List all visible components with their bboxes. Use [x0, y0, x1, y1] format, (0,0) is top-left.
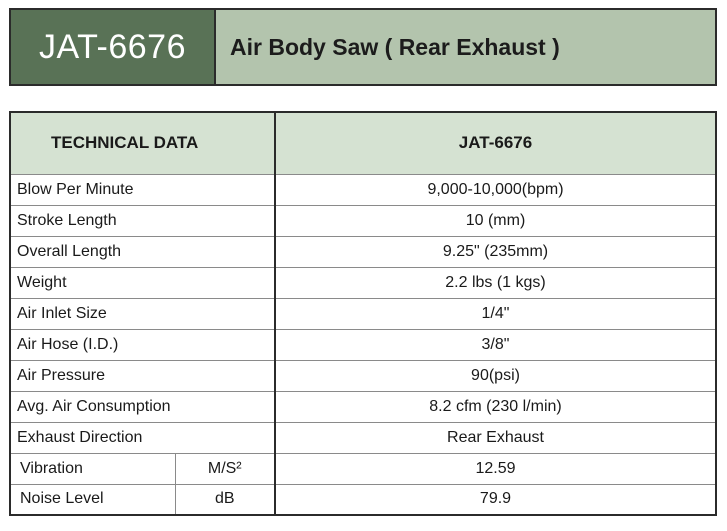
spec-label: Air Hose (I.D.)	[10, 329, 275, 360]
model-number: JAT-6676	[11, 10, 216, 84]
spec-value: 8.2 cfm (230 l/min)	[275, 391, 716, 422]
table-row	[10, 236, 716, 267]
table-row	[10, 360, 716, 391]
spec-label: Overall Length	[10, 236, 275, 267]
spec-value: Rear Exhaust	[275, 422, 716, 453]
spec-label: Air Inlet Size	[10, 298, 275, 329]
product-title: Air Body Saw ( Rear Exhaust )	[230, 33, 560, 60]
table-row	[10, 453, 716, 484]
spec-value: 9,000-10,000(bpm)	[275, 174, 716, 205]
spec-value: 9.25" (235mm)	[275, 236, 716, 267]
spec-label: Weight	[10, 267, 275, 298]
spec-value: 79.9	[275, 484, 716, 515]
table-row	[10, 422, 716, 453]
spec-value: 1/4"	[275, 298, 716, 329]
spec-label: Air Pressure	[10, 360, 275, 391]
spec-value: 2.2 lbs (1 kgs)	[275, 267, 716, 298]
table-header-row	[10, 112, 716, 174]
spec-unit: dB	[175, 484, 275, 515]
spec-value: 12.59	[275, 453, 716, 484]
table-row	[10, 484, 716, 515]
spec-label: Noise Level	[10, 484, 175, 515]
technical-data-header: TECHNICAL DATA	[10, 112, 275, 174]
spec-unit: M/S²	[175, 453, 275, 484]
table-row	[10, 329, 716, 360]
spec-value: 10 (mm)	[275, 205, 716, 236]
spec-label: Vibration	[10, 453, 175, 484]
spec-label: Blow Per Minute	[10, 174, 275, 205]
spec-value: 3/8"	[275, 329, 716, 360]
table-row	[10, 267, 716, 298]
table-row	[10, 205, 716, 236]
spec-label: Exhaust Direction	[10, 422, 275, 453]
spec-value: 90(psi)	[275, 360, 716, 391]
product-banner	[9, 8, 717, 86]
model-column-header: JAT-6676	[275, 112, 716, 174]
table-row	[10, 174, 716, 205]
table-row	[10, 298, 716, 329]
spec-label: Avg. Air Consumption	[10, 391, 275, 422]
technical-data-table	[9, 111, 717, 516]
spec-label: Stroke Length	[10, 205, 275, 236]
table-row	[10, 391, 716, 422]
